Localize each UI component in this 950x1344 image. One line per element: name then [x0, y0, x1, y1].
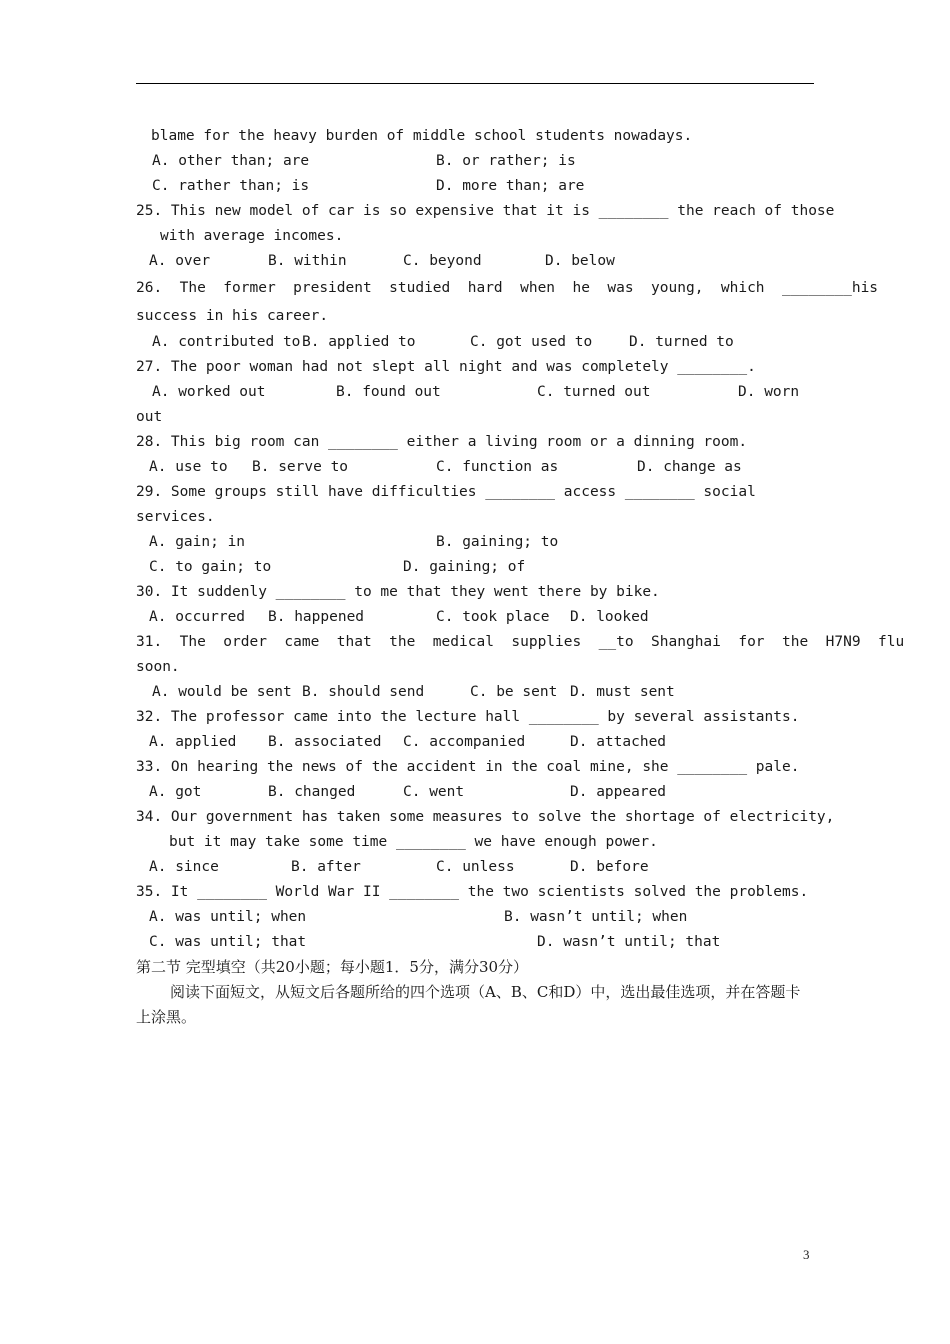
q27-option-a: A. worked out: [152, 384, 266, 400]
q24-stem-cont: blame for the heavy burden of middle school students nowadays.: [151, 128, 693, 144]
q34-options: [136, 855, 814, 880]
q31-option-c: C. be sent: [470, 684, 558, 700]
q24-option-c: C. rather than; is: [152, 178, 310, 194]
q28-option-a: A. use to: [149, 459, 228, 475]
q26-option-c: C. got used to: [470, 334, 593, 350]
q25-option-b: B. within: [268, 253, 347, 269]
q31-option-d: D. must sent: [570, 684, 675, 700]
q30-option-a: A. occurred: [149, 609, 246, 625]
q29-option-c: C. to gain; to: [149, 559, 272, 575]
header-rule: [136, 83, 814, 84]
q35-options-row1: [136, 905, 814, 930]
q24-options-row1: [136, 149, 814, 174]
q34-option-c: C. unless: [436, 859, 515, 875]
q30-option-b: B. happened: [268, 609, 365, 625]
q30-stem: 30. It suddenly ________ to me that they went there by bike.: [136, 584, 660, 600]
q27-option-d-cont: out: [136, 409, 163, 425]
q31-option-b: B. should send: [302, 684, 425, 700]
q27-option-c: C. turned out: [537, 384, 651, 400]
q25-option-c: C. beyond: [403, 253, 482, 269]
q33-option-b: B. changed: [268, 784, 356, 800]
q24-option-b: B. or rather; is: [436, 153, 576, 169]
q26-stem-cont: success in his career.: [136, 308, 329, 324]
q29-stem: 29. Some groups still have difficulties ________ access ________ social: [136, 484, 756, 500]
q25-option-d: D. below: [545, 253, 615, 269]
q28-options: [136, 455, 814, 480]
q33-stem: 33. On hearing the news of the accident in the coal mine, she ________ pale.: [136, 759, 800, 775]
q26-options: [136, 330, 814, 355]
q27-stem: 27. The poor woman had not slept all night and was completely ________.: [136, 359, 756, 375]
q34-stem-cont: but it may take some time ________ we have enough power.: [169, 834, 658, 850]
q25-options: [136, 249, 814, 274]
q32-option-a: A. applied: [149, 734, 237, 750]
q33-option-d: D. appeared: [570, 784, 667, 800]
q29-options-row2: [136, 555, 814, 580]
q24-option-d: D. more than; are: [436, 178, 585, 194]
q32-options: [136, 730, 814, 755]
q28-stem: 28. This big room can ________ either a living room or a dinning room.: [136, 434, 748, 450]
q33-options: [136, 780, 814, 805]
q30-option-c: C. took place: [436, 609, 550, 625]
q31-stem: 31. The order came that the medical supplies __to Shanghai for the H7N9 flu: [136, 634, 905, 650]
section-instructions: 阅读下面短文，从短文后各题所给的四个选项（A、B、C和D）中，选出最佳选项，并在答题卡上涂黑。: [136, 983, 801, 1026]
q26-option-b: B. applied to: [302, 334, 416, 350]
q35-option-b: B. wasn’t until; when: [504, 909, 688, 925]
q29-stem-cont: services.: [136, 509, 215, 525]
q35-stem: 35. It ________ World War II ________ the two scientists solved the problems.: [136, 884, 809, 900]
section-heading: 第二节 完型填空（共20小题；每小题1．5分，满分30分）: [136, 958, 529, 976]
q25-stem: 25. This new model of car is so expensive that it is ________ the reach of those: [136, 203, 835, 219]
q33-option-a: A. got: [149, 784, 202, 800]
q32-option-d: D. attached: [570, 734, 667, 750]
q32-option-c: C. accompanied: [403, 734, 526, 750]
q27-option-b: B. found out: [336, 384, 441, 400]
q34-option-d: D. before: [570, 859, 649, 875]
q29-options-row1: [136, 530, 814, 555]
q26-option-d: D. turned to: [629, 334, 734, 350]
q35-option-a: A. was until; when: [149, 909, 307, 925]
q33-option-c: C. went: [403, 784, 465, 800]
q28-option-b: B. serve to: [252, 459, 349, 475]
q27-options: [136, 380, 814, 405]
exam-page-body: [136, 124, 905, 1030]
q32-option-b: B. associated: [268, 734, 382, 750]
q31-option-a: A. would be sent: [152, 684, 292, 700]
q30-option-d: D. looked: [570, 609, 649, 625]
q34-option-a: A. since: [149, 859, 219, 875]
q35-options-row2: [136, 930, 814, 955]
page-number: 3: [803, 1247, 810, 1262]
q26-stem: 26. The former president studied hard when he was young, which ________his: [136, 280, 879, 296]
q27-option-d: D. worn: [738, 384, 800, 400]
q32-stem: 32. The professor came into the lecture hall ________ by several assistants.: [136, 709, 800, 725]
q31-options: [136, 680, 814, 705]
q31-stem-cont: soon.: [136, 659, 180, 675]
q29-option-b: B. gaining; to: [436, 534, 559, 550]
q24-option-a: A. other than; are: [152, 153, 310, 169]
q30-options: [136, 605, 814, 630]
q29-option-d: D. gaining; of: [403, 559, 526, 575]
q26-option-a: A. contributed to: [152, 334, 301, 350]
q35-option-c: C. was until; that: [149, 934, 307, 950]
q28-option-c: C. function as: [436, 459, 559, 475]
q29-option-a: A. gain; in: [149, 534, 246, 550]
q34-option-b: B. after: [291, 859, 361, 875]
q34-stem: 34. Our government has taken some measures to solve the shortage of electricity,: [136, 809, 835, 825]
q25-stem-cont: with average incomes.: [160, 228, 344, 244]
q24-options-row2: [136, 174, 814, 199]
q35-option-d: D. wasn’t until; that: [537, 934, 721, 950]
q25-option-a: A. over: [149, 253, 211, 269]
q28-option-d: D. change as: [637, 459, 742, 475]
